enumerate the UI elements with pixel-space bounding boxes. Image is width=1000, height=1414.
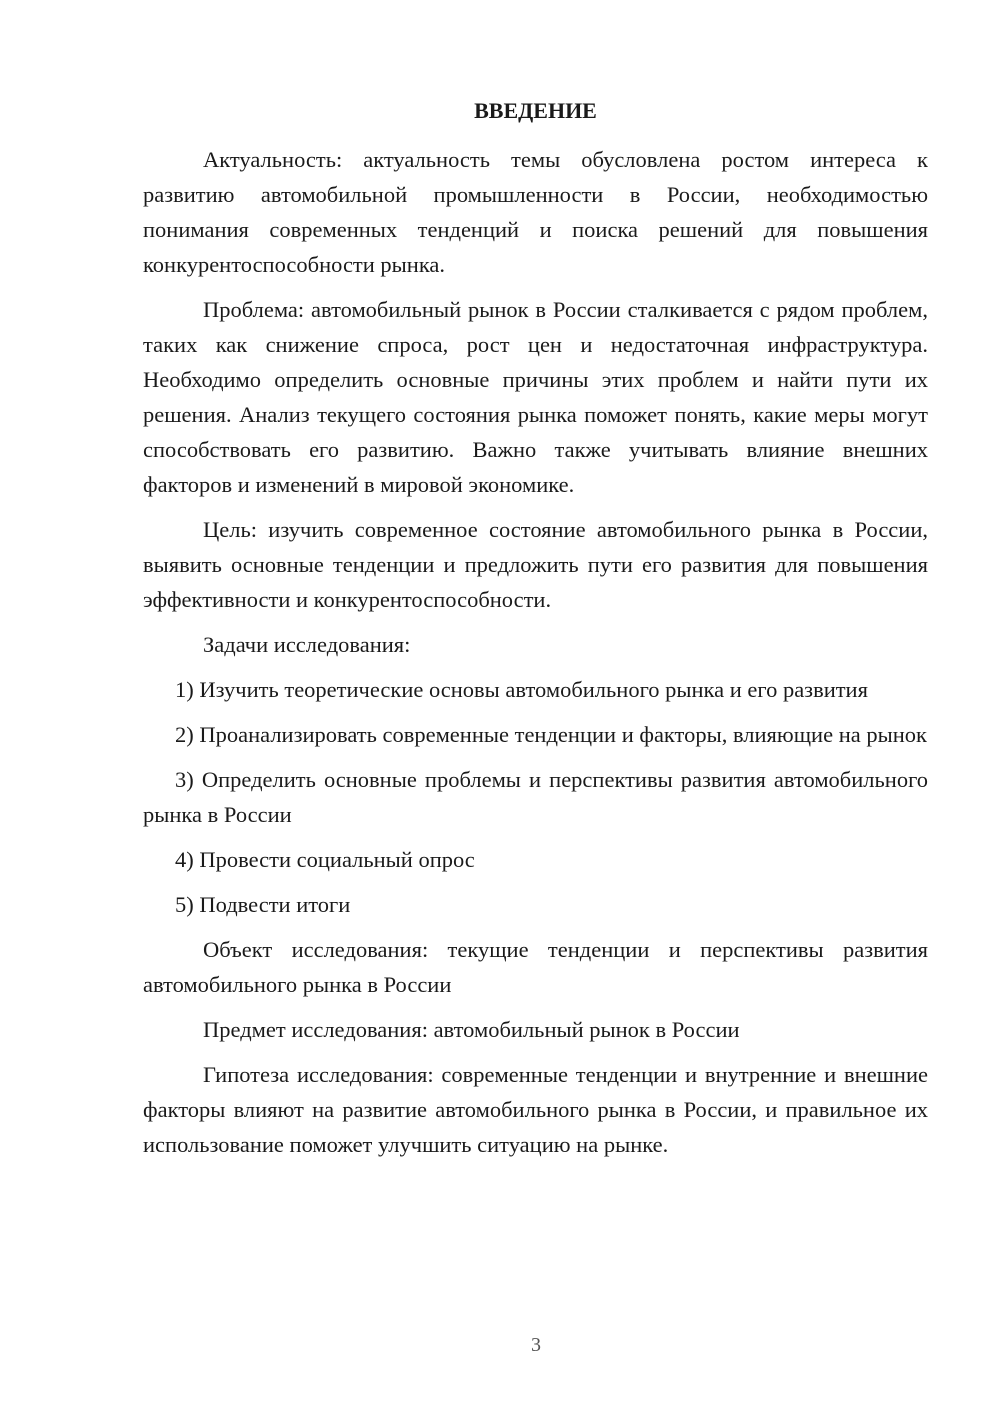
paragraph-goal: Цель: изучить современное состояние автомобильного рынка в России, выявить основные тенденции и предложить пути его развития для повышения эффективности и конкурентоспособности. [143, 517, 928, 612]
page-content [143, 96, 928, 1172]
task-item-2: 2) Проанализировать современные тенденции и факторы, влияющие на рынок [175, 722, 927, 747]
paragraph-relevance: Актуальность: актуальность темы обусловлена ростом интереса к развитию автомобильной промышленности в России, необходимостью понимания современных тенденций и поиска решений для повышения конкурентоспособности рынка. [143, 147, 928, 277]
paragraph-subject: Предмет исследования: автомобильный рынок в России [203, 1017, 740, 1042]
paragraph-problem: Проблема: автомобильный рынок в России сталкивается с рядом проблем, таких как снижение спроса, рост цен и недостаточная инфраструктура. Необходимо определить основные причины этих проблем и найти пути их решения. Анализ текущего состояния рынка поможет понять, какие меры могут способствовать его развитию. Важно также учитывать влияние внешних факторов и изменений в мировой экономике. [143, 297, 928, 497]
page-title: ВВЕДЕНИЕ [474, 98, 597, 123]
paragraph-object: Объект исследования: текущие тенденции и перспективы развития автомобильного рынка в России [143, 937, 928, 997]
task-item-1: 1) Изучить теоретические основы автомобильного рынка и его развития [175, 677, 868, 702]
task-item-3: 3) Определить основные проблемы и перспективы развития автомобильного рынка в России [143, 767, 928, 827]
page-number: 3 [531, 1334, 541, 1356]
task-item-4: 4) Провести социальный опрос [175, 847, 475, 872]
task-item-5: 5) Подвести итоги [175, 892, 351, 917]
tasks-heading: Задачи исследования: [203, 632, 411, 657]
paragraph-hypothesis: Гипотеза исследования: современные тенденции и внутренние и внешние факторы влияют на развитие автомобильного рынка в России, и правильное их использование поможет улучшить ситуацию на рынке. [143, 1062, 928, 1157]
